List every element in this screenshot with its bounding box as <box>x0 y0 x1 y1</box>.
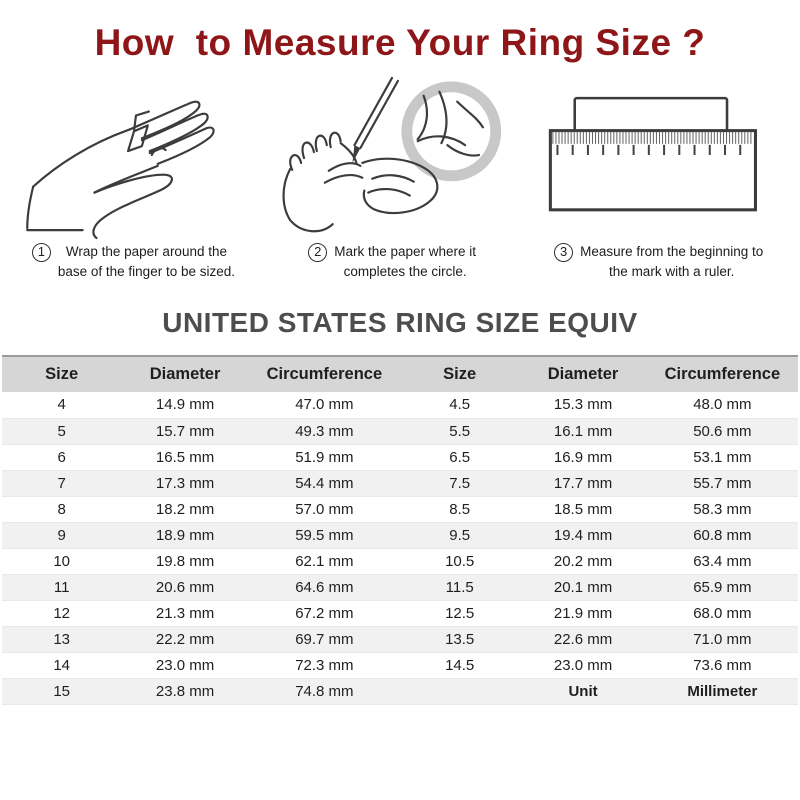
table-cell: 23.0 mm <box>519 652 646 678</box>
table-cell: 48.0 mm <box>647 392 798 418</box>
table-cell: 15 <box>2 678 121 704</box>
table-row <box>2 678 798 704</box>
caption-line: completes the circle. <box>343 263 467 279</box>
ruler-measuring-illustration <box>542 72 776 240</box>
table-cell: 16.5 mm <box>121 444 248 470</box>
page-title: How to Measure Your Ring Size ? <box>94 22 706 63</box>
column-header-size-right: Size <box>400 356 519 392</box>
table-row <box>2 600 798 626</box>
steps-row <box>0 72 800 281</box>
table-row <box>2 574 798 600</box>
table-cell: 11 <box>2 574 121 600</box>
table-cell: 9.5 <box>400 522 519 548</box>
table-cell: 69.7 mm <box>249 626 400 652</box>
column-header-diameter-left: Diameter <box>121 356 248 392</box>
step-1-caption-text <box>58 242 235 281</box>
table-row <box>2 496 798 522</box>
table-row <box>2 626 798 652</box>
table-cell: 8.5 <box>400 496 519 522</box>
table-cell: 22.2 mm <box>121 626 248 652</box>
table-cell: 6.5 <box>400 444 519 470</box>
ruler-icon <box>542 90 776 222</box>
step-3-caption <box>554 242 763 281</box>
table-cell: 62.1 mm <box>249 548 400 574</box>
step-2-number-badge: 2 <box>308 243 327 262</box>
table-cell: 60.8 mm <box>647 522 798 548</box>
paper-strip-icon <box>574 98 726 133</box>
table-header-row <box>2 356 798 392</box>
table-cell: 14 <box>2 652 121 678</box>
table-row <box>2 418 798 444</box>
table-cell: 15.3 mm <box>519 392 646 418</box>
step-1 <box>8 72 259 281</box>
table-section-heading: UNITED STATES RING SIZE EQUIV <box>162 307 638 339</box>
caption-line: Measure from the beginning to <box>580 244 764 259</box>
table-cell: 54.4 mm <box>249 470 400 496</box>
table-cell: 16.1 mm <box>519 418 646 444</box>
table-cell: 19.4 mm <box>519 522 646 548</box>
table-cell: 22.6 mm <box>519 626 646 652</box>
hand-with-paper-strip-illustration <box>17 72 249 240</box>
caption-line: Mark the paper where it <box>334 244 477 259</box>
table-row <box>2 470 798 496</box>
table-cell: 71.0 mm <box>647 626 798 652</box>
table-cell: 51.9 mm <box>249 444 400 470</box>
table-cell: 10 <box>2 548 121 574</box>
table-cell: 20.2 mm <box>519 548 646 574</box>
table-cell: 67.2 mm <box>249 600 400 626</box>
table-cell: 49.3 mm <box>249 418 400 444</box>
table-cell: 68.0 mm <box>647 600 798 626</box>
table-cell: 65.9 mm <box>647 574 798 600</box>
table-cell: 50.6 mm <box>647 418 798 444</box>
table-cell: 58.3 mm <box>647 496 798 522</box>
table-cell <box>400 678 519 704</box>
step-1-caption <box>32 242 235 281</box>
table-cell: 8 <box>2 496 121 522</box>
step-3-caption-text <box>580 242 763 281</box>
table-cell: Unit <box>519 678 646 704</box>
ring-size-table <box>2 355 798 705</box>
pen-marking-icon <box>270 72 514 240</box>
table-cell: 23.0 mm <box>121 652 248 678</box>
table-cell: 14.9 mm <box>121 392 248 418</box>
step-3 <box>525 72 792 281</box>
table-cell: 13 <box>2 626 121 652</box>
step-3-number-badge: 3 <box>554 243 573 262</box>
table-row <box>2 392 798 418</box>
table-cell: 57.0 mm <box>249 496 400 522</box>
table-cell: Millimeter <box>647 678 798 704</box>
table-row <box>2 548 798 574</box>
table-cell: 12 <box>2 600 121 626</box>
table-cell: 64.6 mm <box>249 574 400 600</box>
table-cell: 13.5 <box>400 626 519 652</box>
caption-line: Wrap the paper around the <box>65 244 227 259</box>
hand-icon <box>17 72 249 240</box>
table-cell: 20.6 mm <box>121 574 248 600</box>
caption-line: base of the finger to be sized. <box>57 263 235 279</box>
table-cell: 5 <box>2 418 121 444</box>
table-cell: 9 <box>2 522 121 548</box>
table-cell: 55.7 mm <box>647 470 798 496</box>
table-cell: 47.0 mm <box>249 392 400 418</box>
table-cell: 11.5 <box>400 574 519 600</box>
table-cell: 18.2 mm <box>121 496 248 522</box>
table-cell: 23.8 mm <box>121 678 248 704</box>
table-cell: 7 <box>2 470 121 496</box>
table-cell: 18.5 mm <box>519 496 646 522</box>
ring-size-guide <box>0 22 800 705</box>
step-2-caption <box>308 242 476 281</box>
step-2 <box>259 72 526 281</box>
table-cell: 21.9 mm <box>519 600 646 626</box>
column-header-circumference-right: Circumference <box>647 356 798 392</box>
column-header-size-left: Size <box>2 356 121 392</box>
table-cell: 53.1 mm <box>647 444 798 470</box>
ring-size-table-body <box>2 392 798 704</box>
column-header-circumference-left: Circumference <box>249 356 400 392</box>
table-cell: 18.9 mm <box>121 522 248 548</box>
table-row <box>2 444 798 470</box>
magnifier-ring-icon <box>407 87 496 176</box>
table-cell: 10.5 <box>400 548 519 574</box>
step-2-caption-text <box>334 242 476 281</box>
table-cell: 59.5 mm <box>249 522 400 548</box>
table-cell: 72.3 mm <box>249 652 400 678</box>
table-cell: 15.7 mm <box>121 418 248 444</box>
table-row <box>2 522 798 548</box>
table-cell: 5.5 <box>400 418 519 444</box>
table-cell: 20.1 mm <box>519 574 646 600</box>
table-cell: 73.6 mm <box>647 652 798 678</box>
step-1-number-badge: 1 <box>32 243 51 262</box>
column-header-diameter-right: Diameter <box>519 356 646 392</box>
table-cell: 7.5 <box>400 470 519 496</box>
table-row <box>2 652 798 678</box>
table-cell: 4 <box>2 392 121 418</box>
table-cell: 14.5 <box>400 652 519 678</box>
table-cell: 6 <box>2 444 121 470</box>
hand-marking-paper-illustration <box>270 72 514 240</box>
table-cell: 17.7 mm <box>519 470 646 496</box>
caption-line: the mark with a ruler. <box>609 263 735 279</box>
table-cell: 21.3 mm <box>121 600 248 626</box>
table-cell: 63.4 mm <box>647 548 798 574</box>
table-cell: 19.8 mm <box>121 548 248 574</box>
table-cell: 12.5 <box>400 600 519 626</box>
table-cell: 4.5 <box>400 392 519 418</box>
table-cell: 16.9 mm <box>519 444 646 470</box>
table-cell: 17.3 mm <box>121 470 248 496</box>
table-cell: 74.8 mm <box>249 678 400 704</box>
